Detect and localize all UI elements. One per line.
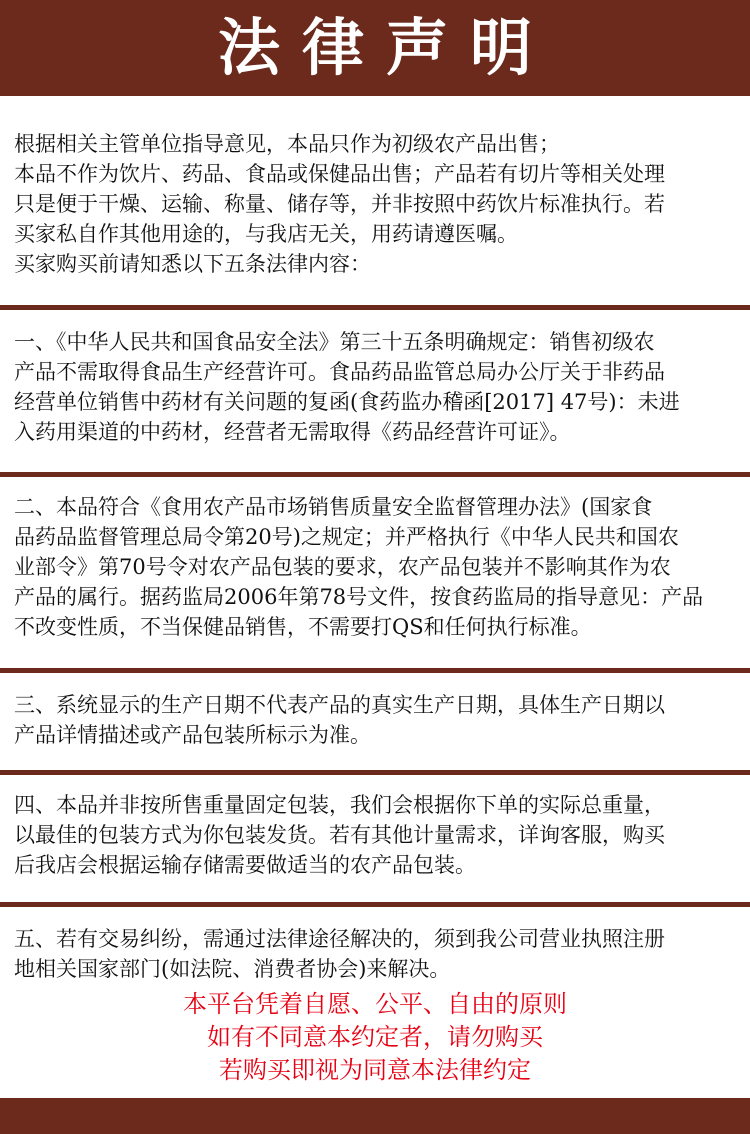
notice-line: 如有不同意本约定者，请勿购买 — [207, 1023, 543, 1051]
intro-line: 买家购买前请知悉以下五条法律内容： — [14, 252, 371, 276]
section-divider — [0, 902, 750, 907]
clause-line: 产品不需取得食品生产经营许可。食品药品监管总局办公厅关于非药品 — [14, 360, 665, 384]
clause-3 — [14, 690, 738, 750]
clause-line: 产品详情描述或产品包装所标示为准。 — [14, 723, 371, 747]
clause-line: 后我店会根据运输存储需要做适当的农产品包装。 — [14, 853, 476, 877]
clause-line: 地相关国家部门(如法院、消费者协会)来解决。 — [14, 957, 451, 981]
clause-4 — [14, 790, 738, 880]
intro-line: 根据相关主管单位指导意见，本品只作为初级农产品出售； — [14, 132, 560, 156]
clause-line: 不改变性质，不当保健品销售，不需要打QS和任何执行标准。 — [14, 615, 592, 639]
page-title: 法律声明 — [217, 11, 554, 84]
section-divider — [0, 305, 750, 310]
section-divider — [0, 668, 750, 673]
clause-line: 以最佳的包装方式为你包装发货。若有其他计量需求，详询客服，购买 — [14, 823, 665, 847]
clause-line: 二、本品符合《食用农产品市场销售质量安全监督管理办法》(国家食 — [14, 495, 653, 519]
clause-line: 入药用渠道的中药材，经营者无需取得《药品经营许可证》。 — [14, 420, 571, 444]
clause-line: 一、《中华人民共和国食品安全法》第三十五条明确规定：销售初级农 — [14, 330, 655, 354]
purchase-notice — [0, 988, 750, 1087]
clause-2 — [14, 492, 738, 642]
intro-paragraph — [14, 129, 738, 279]
clause-line: 产品的属行。据药监局2006年第78号文件，按食药监局的指导意见：产品 — [14, 585, 704, 609]
clause-line: 品药品监督管理总局令第20号)之规定；并严格执行《中华人民共和国农 — [14, 525, 679, 549]
footer-bar — [0, 1098, 750, 1134]
clause-line: 五、若有交易纠纷，需通过法律途径解决的，须到我公司营业执照注册 — [14, 927, 665, 951]
clause-line: 三、系统显示的生产日期不代表产品的真实生产日期，具体生产日期以 — [14, 693, 665, 717]
intro-line: 本品不作为饮片、药品、食品或保健品出售；产品若有切片等相关处理 — [14, 162, 665, 186]
clause-line: 四、本品并非按所售重量固定包装，我们会根据你下单的实际总重量， — [14, 793, 665, 817]
header-banner — [0, 0, 750, 96]
section-divider — [0, 472, 750, 477]
clause-line: 业部令》第70号令对农产品包装的要求，农产品包装并不影响其作为农 — [14, 555, 671, 579]
intro-line: 只是便于干燥、运输、称量、储存等，并非按照中药饮片标准执行。若 — [14, 192, 665, 216]
notice-line: 若购买即视为同意本法律约定 — [219, 1056, 531, 1084]
section-divider — [0, 770, 750, 775]
clause-line: 经营单位销售中药材有关问题的复函(食药监办稽函[2017] 47号)：未进 — [14, 390, 680, 414]
clause-1 — [14, 327, 738, 447]
intro-line: 买家私自作其他用途的，与我店无关，用药请遵医嘱。 — [14, 222, 518, 246]
notice-line: 本平台凭着自愿、公平、自由的原则 — [183, 990, 567, 1018]
clause-5 — [14, 924, 738, 984]
